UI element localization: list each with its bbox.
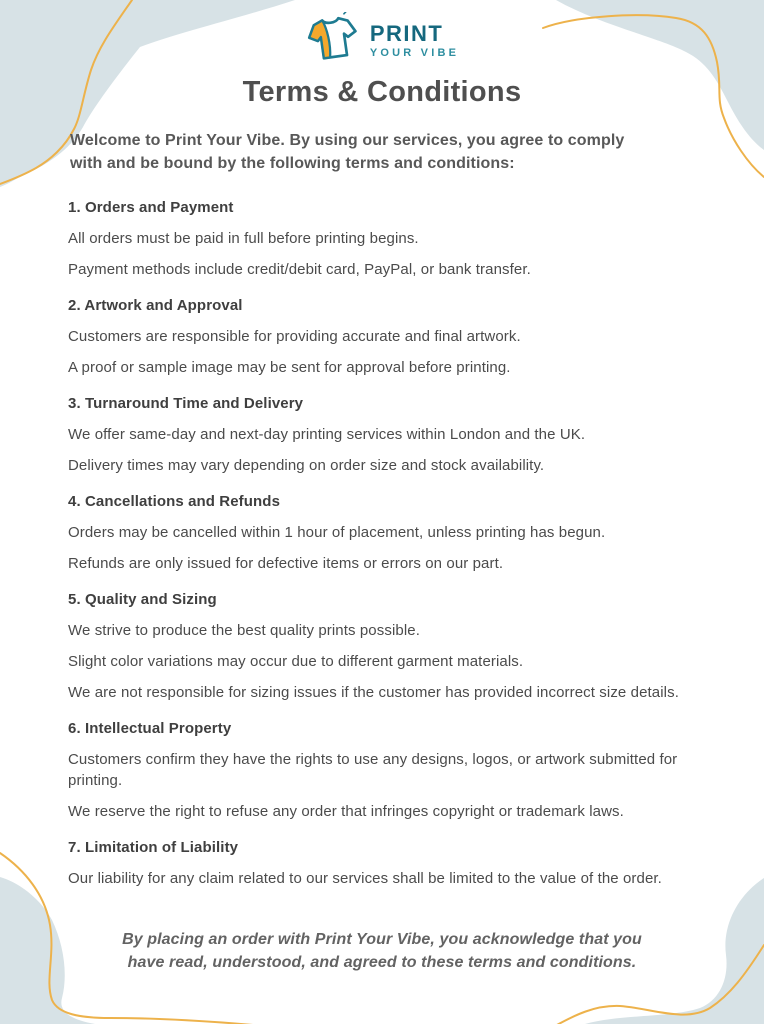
section-paragraph: A proof or sample image may be sent for approval before printing. <box>68 359 511 376</box>
section-paragraph: Customers confirm they have the rights to use any designs, logos, or artwork submitted for printing. <box>68 751 678 789</box>
section-paragraph: Our liability for any claim related to our services shall be limited to the value of the order. <box>68 870 662 887</box>
section-paragraph: Orders may be cancelled within 1 hour of placement, unless printing has begun. <box>68 524 606 541</box>
section-heading: 6. Intellectual Property <box>68 720 232 737</box>
section-paragraph: Delivery times may vary depending on order size and stock availability. <box>68 457 545 474</box>
section-heading: 5. Quality and Sizing <box>68 591 217 608</box>
intro-text: Welcome to Print Your Vibe. By using our services, you agree to comply with and be bound by the following terms and conditions: <box>70 132 625 172</box>
section-heading: 2. Artwork and Approval <box>68 297 243 314</box>
terms-section <box>68 718 728 822</box>
section-heading: 7. Limitation of Liability <box>68 839 239 856</box>
page-title: Terms & Conditions <box>242 76 522 108</box>
section-heading: 1. Orders and Payment <box>68 199 234 216</box>
section-paragraph: We strive to produce the best quality prints possible. <box>68 622 420 639</box>
tshirt-icon <box>305 12 361 69</box>
section-heading: 3. Turnaround Time and Delivery <box>68 395 304 412</box>
brand-tagline: YOUR VIBE <box>369 46 460 59</box>
footer-note: By placing an order with Print Your Vibe, you acknowledge that you have read, understood, and agreed to these terms and conditions. <box>122 931 642 971</box>
terms-section <box>68 295 728 378</box>
brand-logo <box>305 12 459 69</box>
section-paragraph: Customers are responsible for providing accurate and final artwork. <box>68 328 521 345</box>
terms-section <box>68 393 728 476</box>
terms-section <box>68 491 728 574</box>
section-paragraph: All orders must be paid in full before printing begins. <box>68 230 419 247</box>
brand-name: PRINT <box>369 20 444 46</box>
terms-section <box>68 837 728 889</box>
terms-section <box>68 197 728 280</box>
section-paragraph: Refunds are only issued for defective items or errors on our part. <box>68 555 504 572</box>
section-paragraph: Payment methods include credit/debit card, PayPal, or bank transfer. <box>68 261 531 278</box>
section-paragraph: We are not responsible for sizing issues if the customer has provided incorrect size details. <box>68 684 679 701</box>
section-paragraph: Slight color variations may occur due to different garment materials. <box>68 653 524 670</box>
section-heading: 4. Cancellations and Refunds <box>68 493 281 510</box>
section-paragraph: We offer same-day and next-day printing services within London and the UK. <box>68 426 586 443</box>
brand-wordmark <box>369 20 460 59</box>
terms-list <box>68 197 728 899</box>
terms-section <box>68 589 728 703</box>
section-paragraph: We reserve the right to refuse any order that infringes copyright or trademark laws. <box>68 803 624 820</box>
